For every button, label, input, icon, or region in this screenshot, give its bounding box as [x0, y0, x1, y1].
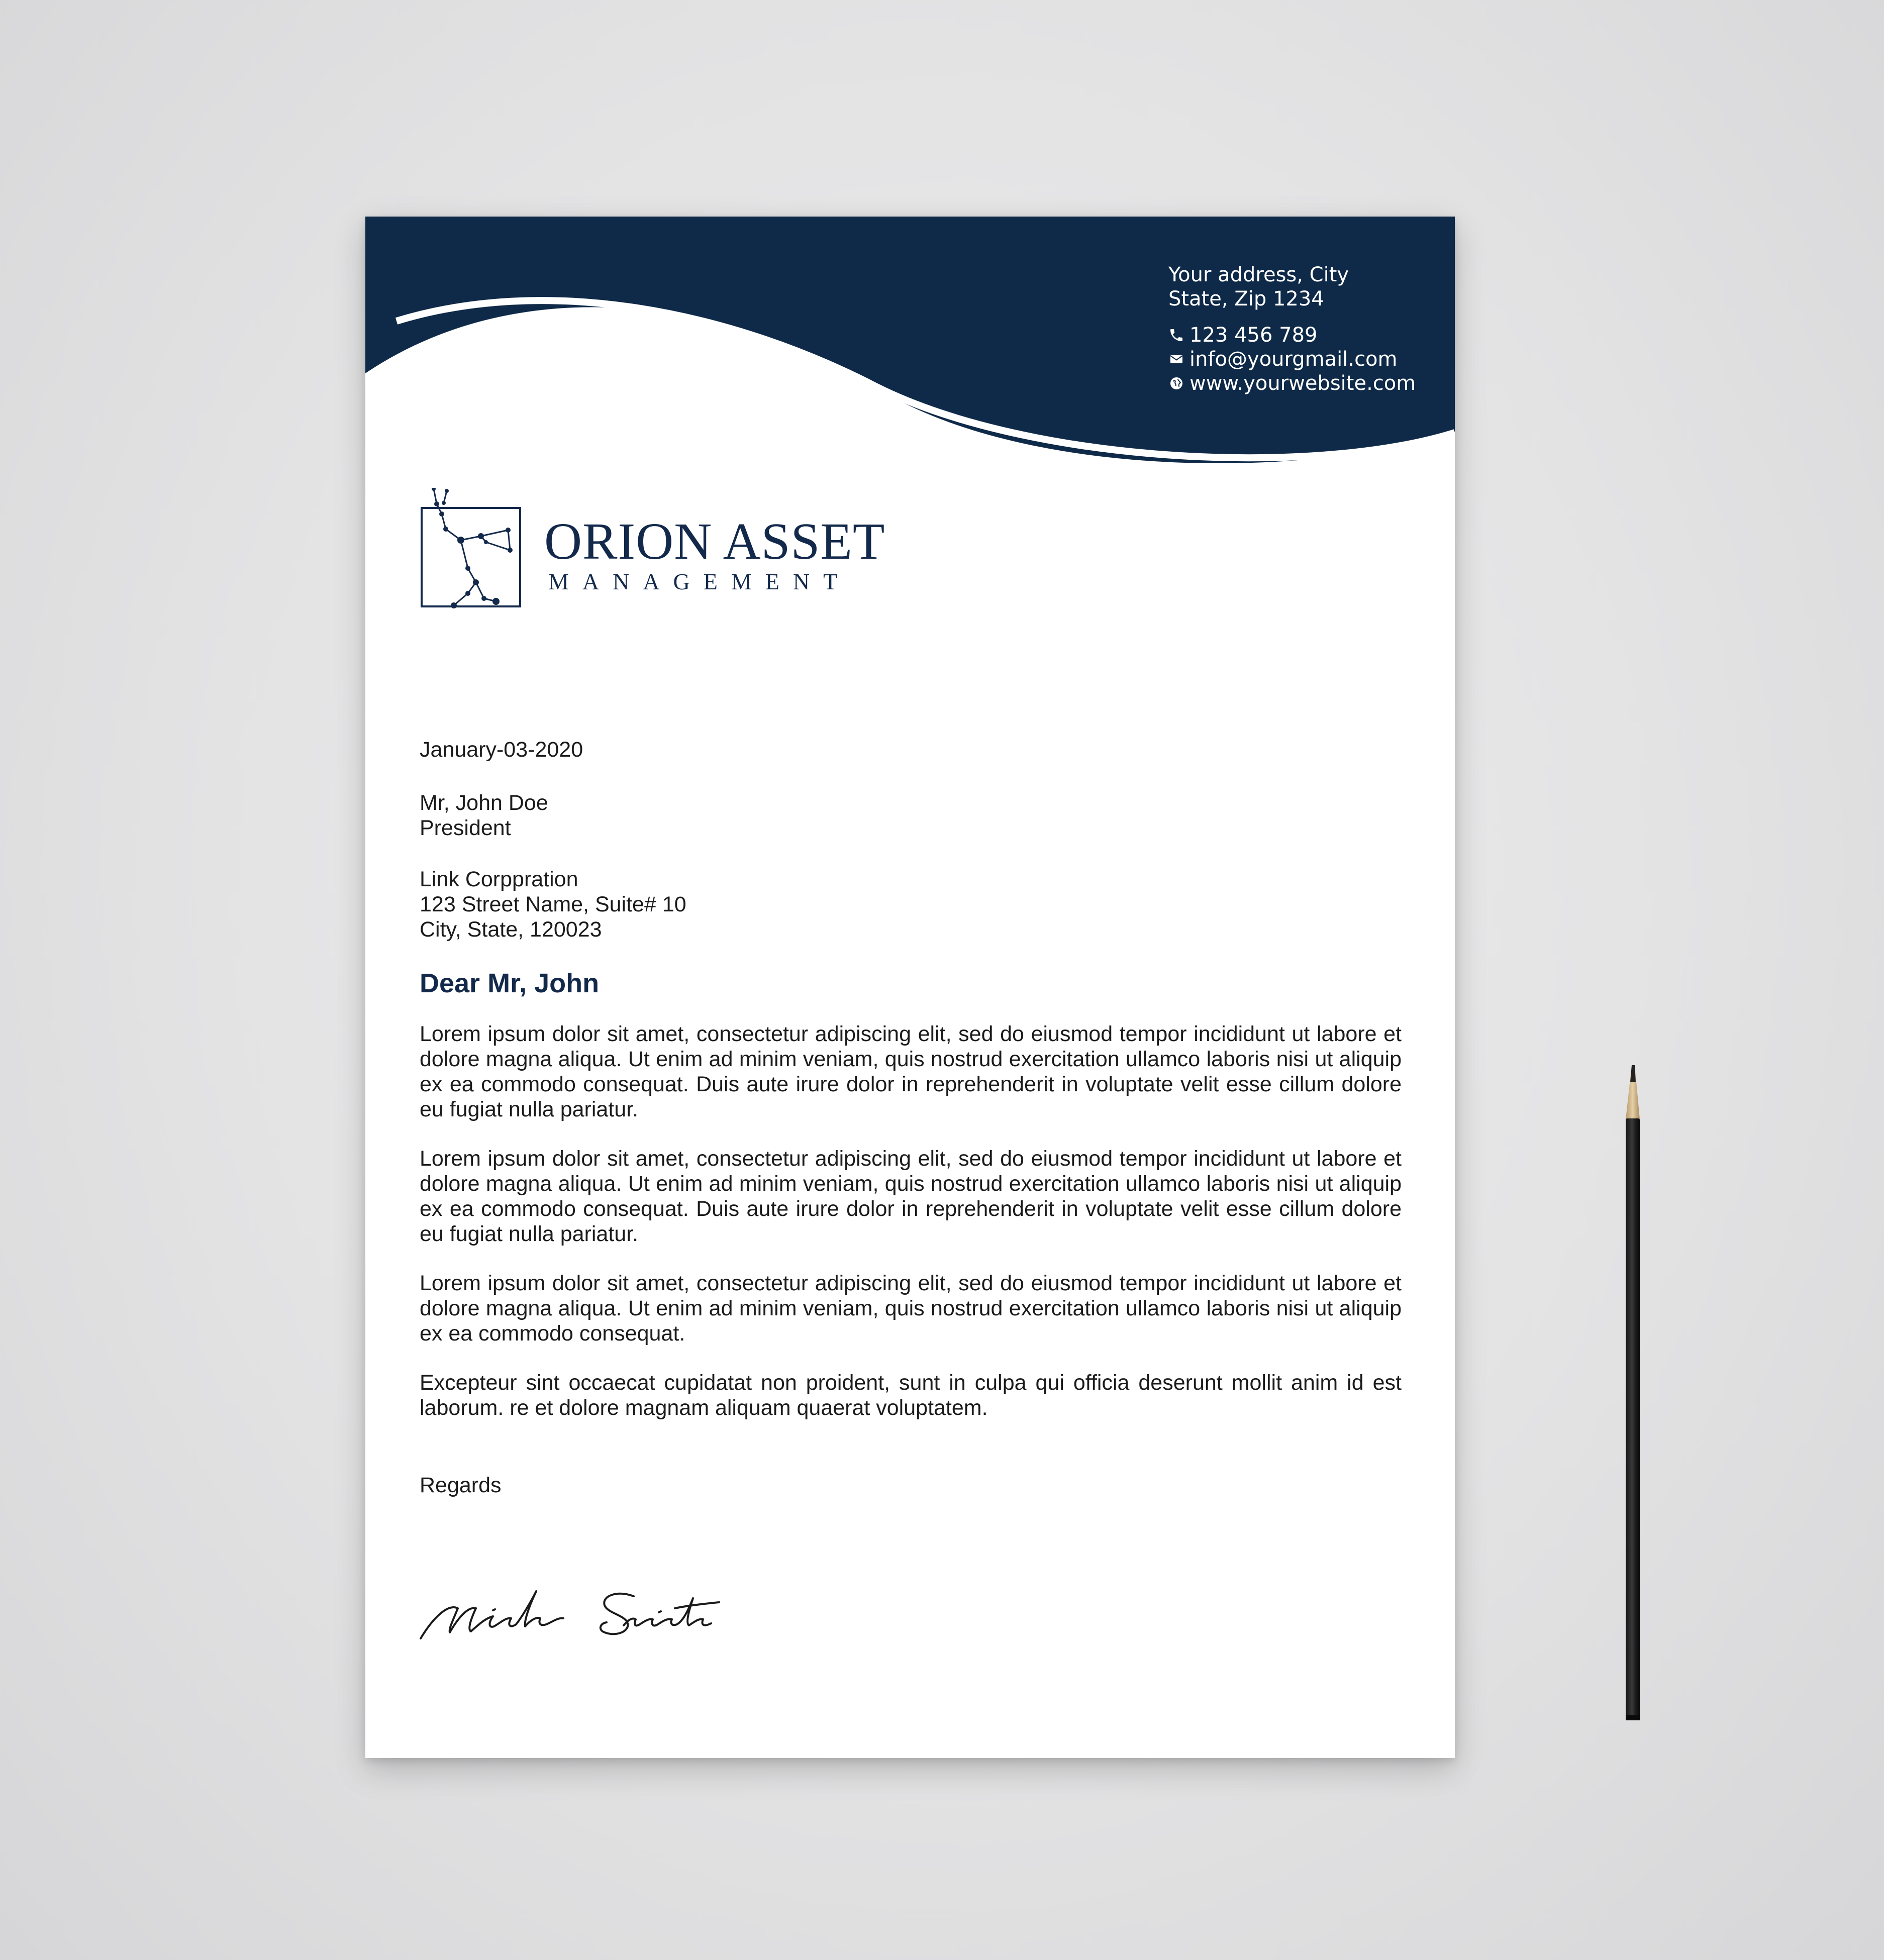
recipient-city: City, State, 120023 [420, 917, 602, 942]
address-line-2: State, Zip 1234 [1168, 287, 1324, 311]
phone-icon [1168, 327, 1184, 343]
phone-text: 123 456 789 [1189, 324, 1318, 347]
letter-date: January-03-2020 [420, 738, 583, 762]
recipient-block [420, 790, 1402, 841]
brand-subtitle: MANAGEMENT [548, 569, 851, 594]
phone-row [1168, 323, 1416, 347]
constellation-icon [420, 488, 525, 613]
email-row [1168, 347, 1416, 371]
recipient-name: Mr, John Doe [420, 791, 548, 815]
signature [418, 1573, 729, 1643]
recipient-address [420, 867, 1402, 942]
letterhead-sheet [365, 217, 1455, 1758]
body-paragraph-2: Lorem ipsum dolor sit amet, consectetur adipiscing elit, sed do eiusmod tempor incididunt ut labore et dolore magna aliqua. Ut enim ad minim veniam, quis nostrud exercitation ullamco laboris nisi ut aliquip ex ea commodo consequat. Duis aute irure dolor in reprehenderit in voluptate velit esse cillum dolore eu fugiat nulla pariatur. [420, 1147, 1402, 1246]
recipient-title: President [420, 816, 511, 840]
letter-body [420, 737, 1402, 1498]
website-row [1168, 371, 1416, 395]
website-text: www.yourwebsite.com [1189, 372, 1416, 395]
recipient-street: 123 Street Name, Suite# 10 [420, 892, 686, 916]
globe-icon [1168, 375, 1184, 391]
pencil [1616, 1064, 1651, 1722]
email-text: info@yourgmail.com [1189, 348, 1398, 371]
company-logo [420, 488, 922, 629]
closing: Regards [420, 1473, 502, 1497]
address-line-1: Your address, City [1168, 263, 1349, 286]
body-paragraph-1: Lorem ipsum dolor sit amet, consectetur adipiscing elit, sed do eiusmod tempor incididunt ut labore et dolore magna aliqua. Ut enim ad minim veniam, quis nostrud exercitation ullamco laboris nisi ut aliquip ex ea commodo consequat. Duis aute irure dolor in reprehenderit in voluptate velit esse cillum dolore eu fugiat nulla pariatur. [420, 1022, 1402, 1121]
contact-info [1168, 263, 1416, 395]
body-paragraph-4: Excepteur sint occaecat cupidatat non proident, sunt in culpa qui officia deserunt mollit anim id est laborum. re et dolore magnam aliquam quaerat voluptatem. [420, 1371, 1402, 1420]
envelope-icon [1168, 351, 1184, 367]
salutation: Dear Mr, John [420, 968, 600, 998]
recipient-company: Link Corppration [420, 867, 578, 891]
body-paragraph-3: Lorem ipsum dolor sit amet, consectetur adipiscing elit, sed do eiusmod tempor incididunt ut labore et dolore magna aliqua. Ut enim ad minim veniam, quis nostrud exercitation ullamco laboris nisi ut aliquip ex ea commodo consequat. [420, 1271, 1402, 1346]
brand-name: ORION ASSET [544, 512, 885, 570]
